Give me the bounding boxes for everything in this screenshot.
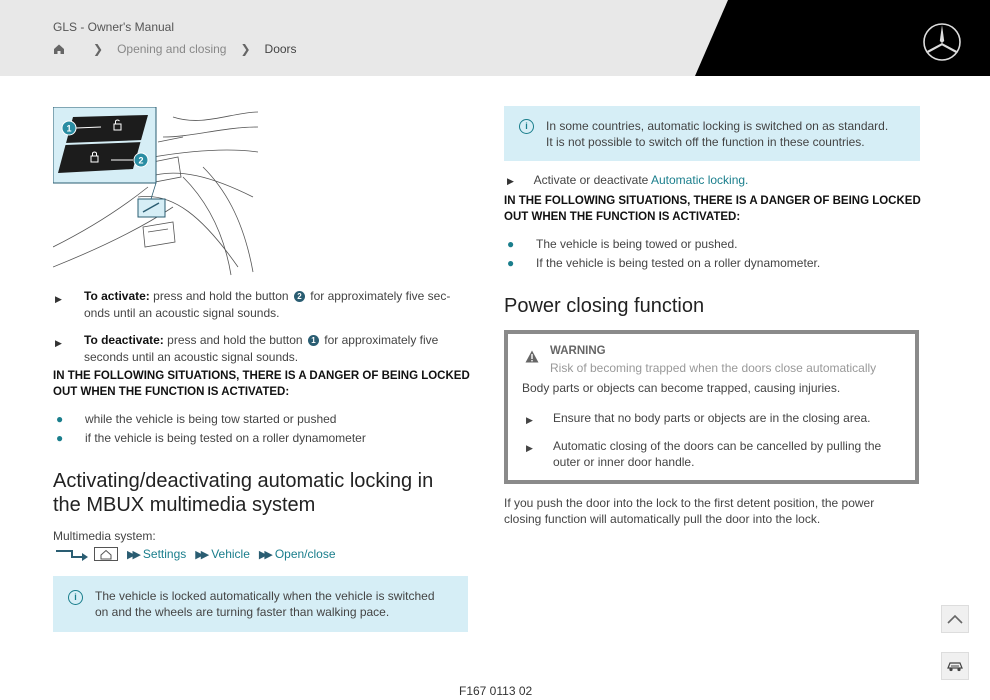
- warning-triangle-icon: [525, 350, 539, 363]
- callout-2: [134, 153, 148, 167]
- multimedia-label: Multimedia system:: [53, 529, 156, 543]
- double-chevron-icon: ▶▶: [127, 548, 138, 561]
- step-arrow-icon: ▶: [526, 443, 533, 453]
- warning-body: Body parts or objects can become trapped, causing injuries.: [522, 381, 841, 395]
- menu-path: [56, 547, 336, 561]
- info-box-right: i In some countries, automatic locking is switched on as standard. It is not possible to switch off the function in these countries.: [504, 106, 920, 161]
- deactivate-step: ▶ To deactivate: press and hold the button 1 for approximately five seconds until an acoustic signal sounds.: [55, 333, 439, 364]
- path-vehicle[interactable]: Vehicle: [211, 547, 250, 561]
- double-chevron-icon: ▶▶: [195, 548, 207, 561]
- path-arrow-icon: [56, 547, 90, 561]
- scroll-to-top-button[interactable]: [941, 605, 969, 633]
- activate-step: ▶ To activate: press and hold the button 2 for approximately five sec- onds until an acoustic signal sounds.: [55, 289, 451, 320]
- section-title-power-closing: Power closing function: [504, 295, 705, 317]
- automatic-locking-link[interactable]: Automatic locking.: [651, 173, 749, 187]
- callout-1: [62, 121, 76, 135]
- door-panel-illustration: [53, 107, 260, 277]
- warning-subtitle: Risk of becoming trapped when the doors close automatically: [550, 361, 877, 375]
- step-arrow-icon: ▶: [507, 176, 514, 186]
- home-icon[interactable]: [53, 43, 65, 55]
- danger-heading-right: IN THE FOLLOWING SITUATIONS, THERE IS A DANGER OF BEING LOCKED OUT WHEN THE FUNCTION IS ACTIVATED:: [504, 195, 921, 223]
- vehicle-toggle-button[interactable]: [941, 652, 969, 680]
- info-box-left: i The vehicle is locked automatically when the vehicle is switched on and the wheels are turning faster than walking pace.: [53, 576, 468, 632]
- chevron-right-icon: ❯: [93, 42, 104, 56]
- breadcrumb-opening-closing[interactable]: Opening and closing: [117, 42, 227, 56]
- warning-step: ▶ Ensure that no body parts or objects are in the closing area.: [526, 410, 896, 426]
- info-icon: i: [68, 590, 83, 605]
- danger-heading-left: IN THE FOLLOWING SITUATIONS, THERE IS A DANGER OF BEING LOCKED OUT WHEN THE FUNCTION IS ACTIVATED:: [53, 370, 470, 398]
- step-arrow-icon: ▶: [526, 415, 533, 425]
- list-item: ● If the vehicle is being tested on a roller dynamometer.: [507, 256, 821, 270]
- warning-box: [504, 330, 919, 484]
- chevron-right-icon: ❯: [240, 42, 251, 56]
- home-screen-icon[interactable]: [94, 547, 118, 561]
- list-item: ● if the vehicle is being tested on a roller dynamometer: [56, 431, 366, 445]
- breadcrumb: [53, 42, 297, 56]
- info-icon: i: [519, 119, 534, 134]
- step-arrow-icon: ▶: [55, 338, 62, 348]
- figure-reference: F167 0113 02: [459, 684, 533, 698]
- car-icon: [947, 660, 963, 672]
- warning-title: WARNING: [550, 345, 606, 357]
- path-open-close[interactable]: Open/close: [274, 547, 336, 561]
- document-title: GLS - Owner's Manual: [53, 20, 175, 34]
- warning-step: ▶ Automatic closing of the doors can be cancelled by pulling the outer or inner door handle.: [526, 439, 882, 469]
- svg-text:1: 1: [66, 123, 72, 134]
- breadcrumb-doors: Doors: [264, 42, 297, 56]
- list-item: ● The vehicle is being towed or pushed.: [507, 237, 738, 251]
- power-closing-paragraph: If you push the door into the lock to the first detent position, the power closing function will automatically pull the door into the lock.: [504, 496, 875, 526]
- svg-text:2: 2: [138, 155, 144, 166]
- path-settings[interactable]: Settings: [142, 547, 187, 561]
- activate-automatic-locking-step: ▶ Activate or deactivate Automatic locking.: [507, 173, 749, 187]
- double-chevron-icon: ▶▶: [258, 548, 270, 561]
- mercedes-star-logo[interactable]: [922, 22, 962, 62]
- list-item: ● while the vehicle is being tow started or pushed: [56, 412, 337, 426]
- button-1-badge: 1: [308, 335, 319, 346]
- chevron-up-icon: [947, 614, 963, 624]
- button-2-badge: 2: [294, 291, 305, 302]
- section-title-mbux: Activating/deactivating automatic locking in the MBUX multimedia system: [53, 470, 434, 516]
- step-arrow-icon: ▶: [55, 294, 62, 304]
